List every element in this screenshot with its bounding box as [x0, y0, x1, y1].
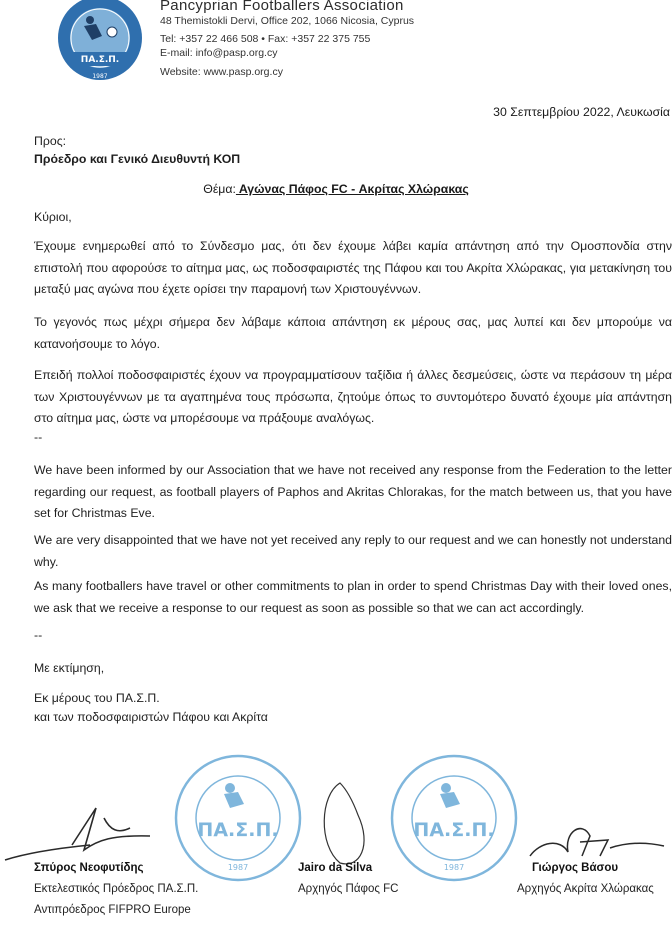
- signature-neofytidis-icon: [0, 790, 170, 870]
- association-stamp-left: [172, 752, 304, 884]
- to-label: Προς:: [34, 134, 67, 148]
- org-phone-fax: Tel: +357 22 466 508 • Fax: +357 22 375 755: [160, 33, 371, 45]
- stamp-initials: ΠΑ.Σ.Π.: [197, 819, 279, 841]
- english-paragraph-2: We are very disappointed that we have not yet received any reply to our request and we can honestly not understand why.: [34, 533, 672, 569]
- org-website: Website: www.pasp.org.cy: [160, 66, 283, 78]
- org-name: Pancyprian Footballers Association: [160, 0, 404, 14]
- on-behalf-line-1: Εκ μέρους του ΠΑ.Σ.Π.: [34, 691, 160, 705]
- signatory-1-title-1: Εκτελεστικός Πρόεδρος ΠΑ.Σ.Π.: [34, 883, 199, 895]
- salutation: Κύριοι,: [34, 210, 72, 224]
- english-paragraph-3: As many footballers have travel or other commitments to plan in order to spend Christmas Day with their loved ones, we ask that we receive a response to our request as soon as possible so that we can act accordingly.: [34, 579, 672, 615]
- org-email: E-mail: info@pasp.org.cy: [160, 47, 278, 59]
- stamp-icon: [388, 752, 520, 884]
- association-logo: [40, 0, 152, 86]
- signatory-3-name: Γιώργος Βάσου: [532, 862, 619, 874]
- logo-year: 1987: [92, 73, 108, 80]
- signatory-2-name: Jairo da Silva: [298, 862, 373, 874]
- signatory-3-title-1: Αρχηγός Ακρίτα Χλώρακας: [517, 883, 654, 895]
- subject-line: [0, 182, 672, 196]
- logo-emblem-icon: [40, 0, 152, 86]
- stamp-icon: [172, 752, 304, 884]
- association-stamp-right: [388, 752, 520, 884]
- greek-paragraph-1: Έχουμε ενημερωθεί από το Σύνδεσμο μας, ότι δεν έχουμε λάβει καμία απάντηση από την Ομοσπονδία στην επιστολή που αφορούσε το αίτημα μας, ως ποδοσφαιριστές της Πάφου και του Ακρίτα Χλώρακας, για μετακίνηση του μεταξύ μας αγώνα που έχετε ορίσει την παραμονή των Χριστουγέννων.: [34, 239, 672, 296]
- greek-paragraph-3: Επειδή πολλοί ποδοσφαιριστές έχουν να προγραμματίσουν ταξίδια ή άλλες δεσμεύσεις, ώστε να περάσουν τη μέρα των Χριστουγέννων με τα αγαπημένα τους πρόσωπα, ζητούμε όπως το συντομότερο δυνατό έχουμε μία απάντηση στο αίτημα μας, ώστε να μπορέσουμε να πράξουμε αναλόγως.: [34, 368, 672, 425]
- signatory-2-title-1: Αρχηγός Πάφος FC: [298, 883, 399, 895]
- signatory-1-name: Σπύρος Νεοφυτίδης: [34, 862, 144, 874]
- english-paragraph-1: We have been informed by our Association that we have not received any response from the Federation to the letter regarding our request, as football players of Paphos and Akritas Chlorakas, for the match between us, that you have set for Christmas Eve.: [34, 463, 672, 520]
- letter-date: 30 Σεπτεμβρίου 2022, Λευκωσία: [493, 105, 670, 119]
- recipient: Πρόεδρο και Γενικό Διευθυντή ΚΟΠ: [34, 152, 241, 166]
- logo-initials: ΠΑ.Σ.Π.: [80, 55, 120, 65]
- closing: Με εκτίμηση,: [34, 661, 105, 675]
- greek-paragraph-2: Το γεγονός πως μέχρι σήμερα δεν λάβαμε κάποια απάντηση εκ μέρους σας, μας λυπεί και δεν μπορούμε να κατανοήσουμε το λόγο.: [34, 315, 672, 351]
- org-address: 48 Themistokli Dervi, Office 202, 1066 Nicosia, Cyprus: [160, 15, 415, 27]
- subject-text: Αγώνας Πάφος FC - Ακρίτας Χλώρακας: [235, 182, 469, 196]
- subject-label: Θέμα:: [203, 182, 236, 196]
- signatory-1-title-2: Αντιπρόεδρος FIFPRO Europe: [34, 904, 191, 916]
- separator-2: --: [34, 628, 43, 642]
- signature-dasilva-icon: [300, 775, 380, 875]
- on-behalf-line-2: και των ποδοσφαιριστών Πάφου και Ακρίτα: [34, 710, 268, 724]
- separator-1: --: [34, 430, 43, 444]
- stamp-year: 1987: [443, 863, 465, 872]
- stamp-year: 1987: [227, 863, 249, 872]
- stamp-initials: ΠΑ.Σ.Π.: [413, 819, 495, 841]
